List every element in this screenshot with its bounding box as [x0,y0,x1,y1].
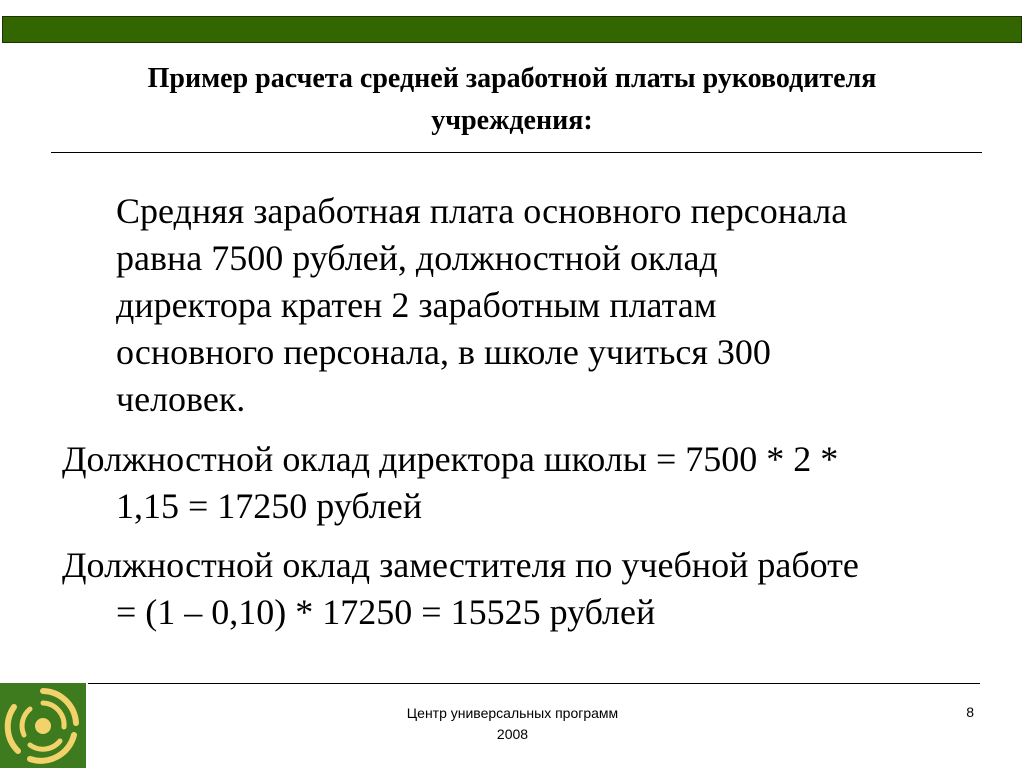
body-paragraph-director [62,436,962,530]
body-line: Средняя заработная плата основного персонала [116,191,848,231]
footer-divider [88,683,980,684]
body-line: человек. [116,379,246,419]
footer-year: 2008 [496,726,529,742]
body-line: Должностной оклад директора школы = 7500 * 2 * [62,439,839,479]
body-line: = (1 – 0,10) * 17250 = 15525 рублей [116,592,656,632]
body-line: равна 7500 рублей, должностной оклад [116,238,718,278]
body-line: 1,15 = 17250 рублей [116,486,422,526]
body-line: Должностной оклад заместителя по учебной работе [62,545,859,585]
footer-organization-name: Центр универсальных программ [406,705,619,721]
footer-organization [360,703,665,745]
slide-title-line: учреждения: [431,105,593,136]
slide-title [40,58,984,142]
body-line: директора кратен 2 заработным платам [116,285,717,325]
body-line: основного персонала, в школе учиться 300 [116,332,771,372]
top-accent-bar [2,16,1022,43]
page-number: 8 [966,704,974,720]
slide-title-line: Пример расчета средней заработной платы руководителя [147,63,877,94]
title-divider [51,152,982,153]
body-paragraph-deputy [62,542,962,636]
body-paragraph-salary [116,188,956,423]
swirl-logo-icon [0,683,86,768]
